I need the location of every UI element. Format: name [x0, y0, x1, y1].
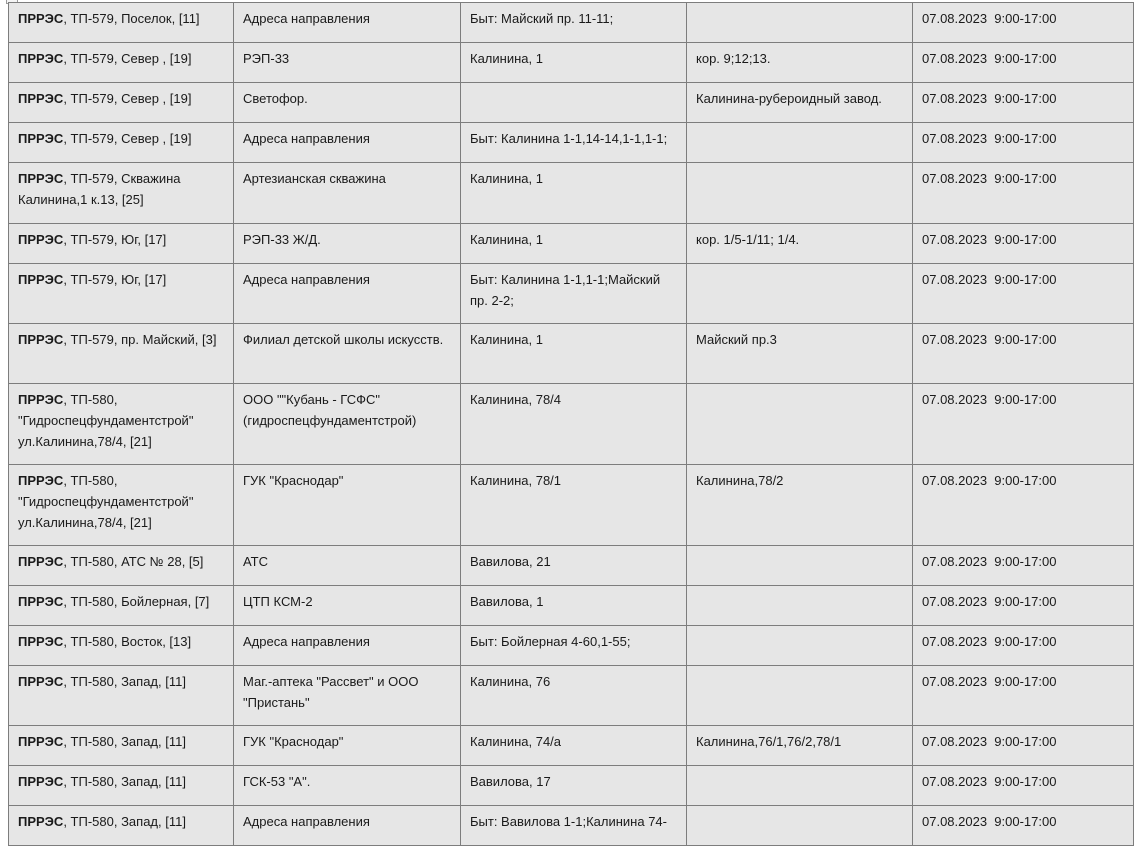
table-row [9, 626, 1134, 666]
table-row [9, 766, 1134, 806]
org-label: ПРРЭС [18, 554, 64, 569]
extra-cell [687, 546, 913, 586]
org-label: ПРРЭС [18, 11, 64, 26]
table-row [9, 163, 1134, 224]
source-cell [9, 123, 234, 163]
time-cell: 07.08.2023 9:00-17:00 [913, 83, 1134, 123]
address-cell: Калинина, 74/а [461, 726, 687, 766]
address-cell: Быт: Вавилова 1-1;Калинина 74- [461, 806, 687, 846]
org-label: ПРРЭС [18, 51, 64, 66]
time-cell: 07.08.2023 9:00-17:00 [913, 264, 1134, 324]
substation-label: , ТП-580, Запад, [11] [63, 734, 186, 749]
source-cell [9, 626, 234, 666]
table-row [9, 806, 1134, 846]
substation-label: , ТП-580, Запад, [11] [63, 774, 186, 789]
source-cell [9, 726, 234, 766]
table-row [9, 666, 1134, 726]
object-cell: Маг.-аптека "Рассвет" и ООО "Пристань" [234, 666, 461, 726]
source-cell [9, 586, 234, 626]
source-cell [9, 3, 234, 43]
object-cell: Адреса направления [234, 264, 461, 324]
substation-label: , ТП-579, Юг, [17] [63, 232, 167, 247]
object-cell: ГСК-53 "А". [234, 766, 461, 806]
extra-cell: кор. 1/5-1/11; 1/4. [687, 224, 913, 264]
substation-label: , ТП-579, Север , [19] [63, 131, 192, 146]
object-cell: Адреса направления [234, 3, 461, 43]
address-cell: Быт: Майский пр. 11-11; [461, 3, 687, 43]
address-cell: Вавилова, 1 [461, 586, 687, 626]
source-cell [9, 666, 234, 726]
address-cell: Калинина, 78/1 [461, 465, 687, 546]
extra-cell [687, 123, 913, 163]
org-label: ПРРЭС [18, 131, 64, 146]
time-cell: 07.08.2023 9:00-17:00 [913, 666, 1134, 726]
address-cell: Калинина, 78/4 [461, 384, 687, 465]
substation-label: , ТП-579, Поселок, [11] [63, 11, 200, 26]
object-cell: Филиал детской школы искусств. [234, 324, 461, 384]
source-cell [9, 546, 234, 586]
org-label: ПРРЭС [18, 774, 64, 789]
substation-label: , ТП-579, Север , [19] [63, 91, 192, 106]
substation-label: , ТП-579, Север , [19] [63, 51, 192, 66]
substation-label: , ТП-580, Запад, [11] [63, 674, 186, 689]
org-label: ПРРЭС [18, 332, 64, 347]
source-cell [9, 384, 234, 465]
address-cell: Быт: Бойлерная 4-60,1-55; [461, 626, 687, 666]
time-cell: 07.08.2023 9:00-17:00 [913, 163, 1134, 224]
table-body [9, 3, 1134, 846]
extra-cell [687, 3, 913, 43]
source-cell [9, 264, 234, 324]
substation-label: , ТП-580, Бойлерная, [7] [63, 594, 210, 609]
table-row [9, 586, 1134, 626]
address-cell: Быт: Калинина 1-1,14-14,1-1,1-1; [461, 123, 687, 163]
org-label: ПРРЭС [18, 674, 64, 689]
org-label: ПРРЭС [18, 91, 64, 106]
substation-label: , ТП-579, Юг, [17] [63, 272, 167, 287]
table-row [9, 324, 1134, 384]
source-cell [9, 83, 234, 123]
extra-cell [687, 766, 913, 806]
extra-cell: Калинина-рубероидный завод. [687, 83, 913, 123]
source-cell [9, 163, 234, 224]
address-cell: Калинина, 76 [461, 666, 687, 726]
org-label: ПРРЭС [18, 392, 64, 407]
time-cell: 07.08.2023 9:00-17:00 [913, 726, 1134, 766]
source-cell [9, 324, 234, 384]
table-row [9, 43, 1134, 83]
extra-cell [687, 384, 913, 465]
substation-label: , ТП-579, пр. Майский, [3] [63, 332, 217, 347]
address-cell: Калинина, 1 [461, 163, 687, 224]
address-cell: Вавилова, 17 [461, 766, 687, 806]
substation-label: , ТП-579, Скважина Калинина,1 к.13, [25] [18, 171, 181, 207]
outage-schedule-table [8, 2, 1134, 846]
org-label: ПРРЭС [18, 594, 64, 609]
substation-label: , ТП-580, Восток, [13] [63, 634, 192, 649]
extra-cell: Майский пр.3 [687, 324, 913, 384]
time-cell: 07.08.2023 9:00-17:00 [913, 3, 1134, 43]
substation-label: , ТП-580, "Гидроспецфундаментстрой" ул.Калинина,78/4, [21] [18, 473, 194, 530]
source-cell [9, 43, 234, 83]
address-cell: Быт: Калинина 1-1,1-1;Майский пр. 2-2; [461, 264, 687, 324]
time-cell: 07.08.2023 9:00-17:00 [913, 766, 1134, 806]
time-cell: 07.08.2023 9:00-17:00 [913, 43, 1134, 83]
object-cell: АТС [234, 546, 461, 586]
object-cell: ЦТП КСМ-2 [234, 586, 461, 626]
extra-cell [687, 264, 913, 324]
time-cell: 07.08.2023 9:00-17:00 [913, 123, 1134, 163]
table-row [9, 123, 1134, 163]
time-cell: 07.08.2023 9:00-17:00 [913, 384, 1134, 465]
table-row [9, 224, 1134, 264]
org-label: ПРРЭС [18, 734, 64, 749]
object-cell: ООО ""Кубань - ГСФС"(гидроспецфундаментстрой) [234, 384, 461, 465]
time-cell: 07.08.2023 9:00-17:00 [913, 586, 1134, 626]
extra-cell [687, 586, 913, 626]
table-row [9, 384, 1134, 465]
substation-label: , ТП-580, АТС № 28, [5] [63, 554, 204, 569]
address-cell [461, 83, 687, 123]
extra-cell: кор. 9;12;13. [687, 43, 913, 83]
object-cell: Артезианская скважина [234, 163, 461, 224]
address-cell: Калинина, 1 [461, 324, 687, 384]
time-cell: 07.08.2023 9:00-17:00 [913, 626, 1134, 666]
table-row [9, 465, 1134, 546]
org-label: ПРРЭС [18, 171, 64, 186]
extra-cell: Калинина,76/1,76/2,78/1 [687, 726, 913, 766]
object-cell: Светофор. [234, 83, 461, 123]
address-cell: Калинина, 1 [461, 43, 687, 83]
time-cell: 07.08.2023 9:00-17:00 [913, 465, 1134, 546]
extra-cell: Калинина,78/2 [687, 465, 913, 546]
table-row [9, 3, 1134, 43]
source-cell [9, 224, 234, 264]
time-cell: 07.08.2023 9:00-17:00 [913, 546, 1134, 586]
org-label: ПРРЭС [18, 814, 64, 829]
source-cell [9, 806, 234, 846]
substation-label: , ТП-580, Запад, [11] [63, 814, 186, 829]
object-cell: Адреса направления [234, 626, 461, 666]
extra-cell [687, 666, 913, 726]
object-cell: РЭП-33 [234, 43, 461, 83]
table-row [9, 264, 1134, 324]
extra-cell [687, 163, 913, 224]
source-cell [9, 465, 234, 546]
extra-cell [687, 626, 913, 666]
address-cell: Калинина, 1 [461, 224, 687, 264]
table-row [9, 546, 1134, 586]
org-label: ПРРЭС [18, 634, 64, 649]
org-label: ПРРЭС [18, 272, 64, 287]
time-cell: 07.08.2023 9:00-17:00 [913, 224, 1134, 264]
time-cell: 07.08.2023 9:00-17:00 [913, 324, 1134, 384]
address-cell: Вавилова, 21 [461, 546, 687, 586]
object-cell: ГУК "Краснодар" [234, 726, 461, 766]
object-cell: РЭП-33 Ж/Д. [234, 224, 461, 264]
time-cell: 07.08.2023 9:00-17:00 [913, 806, 1134, 846]
org-label: ПРРЭС [18, 232, 64, 247]
table-row [9, 726, 1134, 766]
object-cell: Адреса направления [234, 123, 461, 163]
org-label: ПРРЭС [18, 473, 64, 488]
table-row [9, 83, 1134, 123]
extra-cell [687, 806, 913, 846]
object-cell: Адреса направления [234, 806, 461, 846]
object-cell: ГУК "Краснодар" [234, 465, 461, 546]
substation-label: , ТП-580, "Гидроспецфундаментстрой" ул.Калинина,78/4, [21] [18, 392, 194, 449]
source-cell [9, 766, 234, 806]
